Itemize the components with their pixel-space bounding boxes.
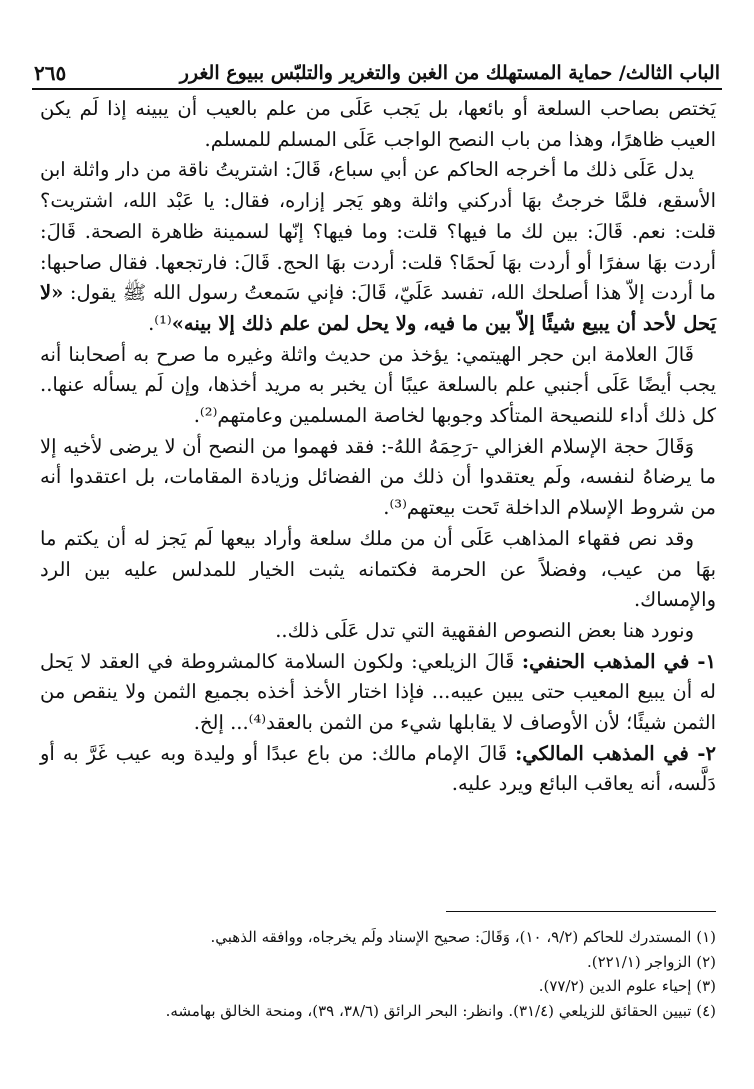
footnote-2: (٢) الزواجر (٢٢١/١). — [586, 952, 716, 971]
paragraph-hanafi — [40, 647, 716, 739]
page-header — [34, 52, 720, 86]
footnote-1: (١) المستدرك للحاكم (٩/٢، ١٠)، وَقَالَ: صحيح الإسناد ولَم يخرجاه، ووافقه الذهبي. — [210, 928, 716, 946]
running-title: الباب الثالث/ حماية المستهلك من الغبن والتغرير والتلبّس ببيوع الغرر — [179, 62, 720, 84]
paragraph-maliki — [40, 739, 716, 800]
page-number: ٢٦٥ — [34, 61, 67, 85]
footnote-3: (٣) إحياء علوم الدين (٧٧/٢). — [538, 977, 716, 995]
paragraph-text: وقد نص فقهاء المذاهب عَلَى أن من ملك سلعة وأراد بيعها لَم يَجز له أن يكتم ما بهَا من عيب، وفضلاً عن الحرمة فكتمانه يثبت الخيار للمدلس عليه بين الرد والإمساك. — [40, 526, 716, 612]
body-text — [40, 94, 716, 800]
section-heading: ٢- في المذهب المالكي: — [515, 741, 716, 765]
paragraph-5 — [40, 524, 716, 616]
paragraph-text: ونورد هنا بعض النصوص الفقهية التي تدل عَلَى ذلك.. — [275, 618, 694, 642]
footnotes — [40, 925, 716, 1023]
section-heading: ١- في المذهب الحنفي: — [521, 649, 716, 673]
paragraph-2 — [40, 155, 716, 339]
footnote-ref: ⁽¹⁾. — [148, 311, 172, 335]
paragraph-text: وَقَالَ حجة الإسلام الغزالي -رَحِمَهُ اللهُ-: فقد فهموا من النصح أن لا يرضى لأخيه إلا ما يرضاهُ لنفسه، ولَم يعتقدوا أن ذلك من الفضائل وزيادة المقامات، بل اعتقدوا أنه من شروط الإسلام الداخلة تَحت بيعتهم⁽³⁾. — [40, 434, 716, 520]
hadith-quote: «لا يَحل لأحد أن يبيع شيئًا إلاّ بين ما فيه، ولا يحل لمن علم ذلك إلا بينه» — [40, 281, 716, 335]
header-rule — [32, 88, 722, 90]
paragraph-1 — [40, 94, 716, 155]
footnote-4: (٤) تبيين الحقائق للزيلعي (٣١/٤). وانظر: البحر الرائق (٣٨/٦، ٣٩)، ومنحة الخالق بهامشه. — [165, 1001, 716, 1020]
paragraph-text: قَالَ العلامة ابن حجر الهيتمي: يؤخذ من حديث واثلة وغيره ما صرح به أصحابنا أنه يجب أيضًا عَلَى أجنبي علم بالسلعة عيبًا أن يخبر به مريد أخذها، وإن لَم يسأله عنها.. كل ذلك أداء للنصيحة المتأكد وجوبها لخاصة المسلمين وعامتهم⁽²⁾. — [40, 342, 717, 428]
paragraph-text: يَختص بصاحب السلعة أو بائعها، بل يَجب عَلَى من علم بالعيب أن يبينه إذا لَم يكن العيب ظاهرًا، وهذا من باب النصح الواجب عَلَى المسلم للمسلم. — [40, 97, 716, 151]
paragraph-text: قَالَ الزيلعي: ولكون السلامة كالمشروطة في العقد لا يَحل له أن يبيع المعيب حتى يبين عيبه... فإذا اختار الأخذ أخذه بجميع الثمن ولا ينقص من الثمن شيئًا؛ لأن الأوصاف لا يقابلها شيء من الثمن بالعقد⁽⁴⁾... إلخ. — [40, 649, 716, 735]
paragraph-6 — [40, 616, 716, 647]
footnote-separator — [446, 911, 716, 912]
paragraph-text: قَالَ الإمام مالك: من باع عبدًا أو وليدة وبه عيب غَرَّ به أو دَلَّسه، أنه يعاقب البائع ويرد عليه. — [40, 741, 716, 796]
paragraph-4 — [40, 432, 716, 524]
paragraph-text: يدل عَلَى ذلك ما أخرجه الحاكم عن أبي سباع، قَالَ: اشتريتُ ناقة من دار واثلة ابن الأسقع، فلمَّا خرجتُ بهَا أدركني واثلة وهو يَجر إزاره، فقال: يا عَبْد الله، اشتريت؟ قلت: نعم. قَالَ: بين لك ما فيها؟ قلت: وما فيها؟ إنّها لسمينة ظاهرة الصحة. قَالَ: أردت بهَا سفرًا أو أردت بهَا لَحمًا؟ قلت: أردت بهَا الحج. قَالَ: فارتجعها. فقال صاحبها: ما أردت إلاّ هذا أصلحك الله، تفسد عَلَيّ، قَالَ: فإني سَمعتُ رسول الله ﷺ يقول: — [40, 158, 716, 305]
paragraph-3 — [40, 340, 716, 432]
